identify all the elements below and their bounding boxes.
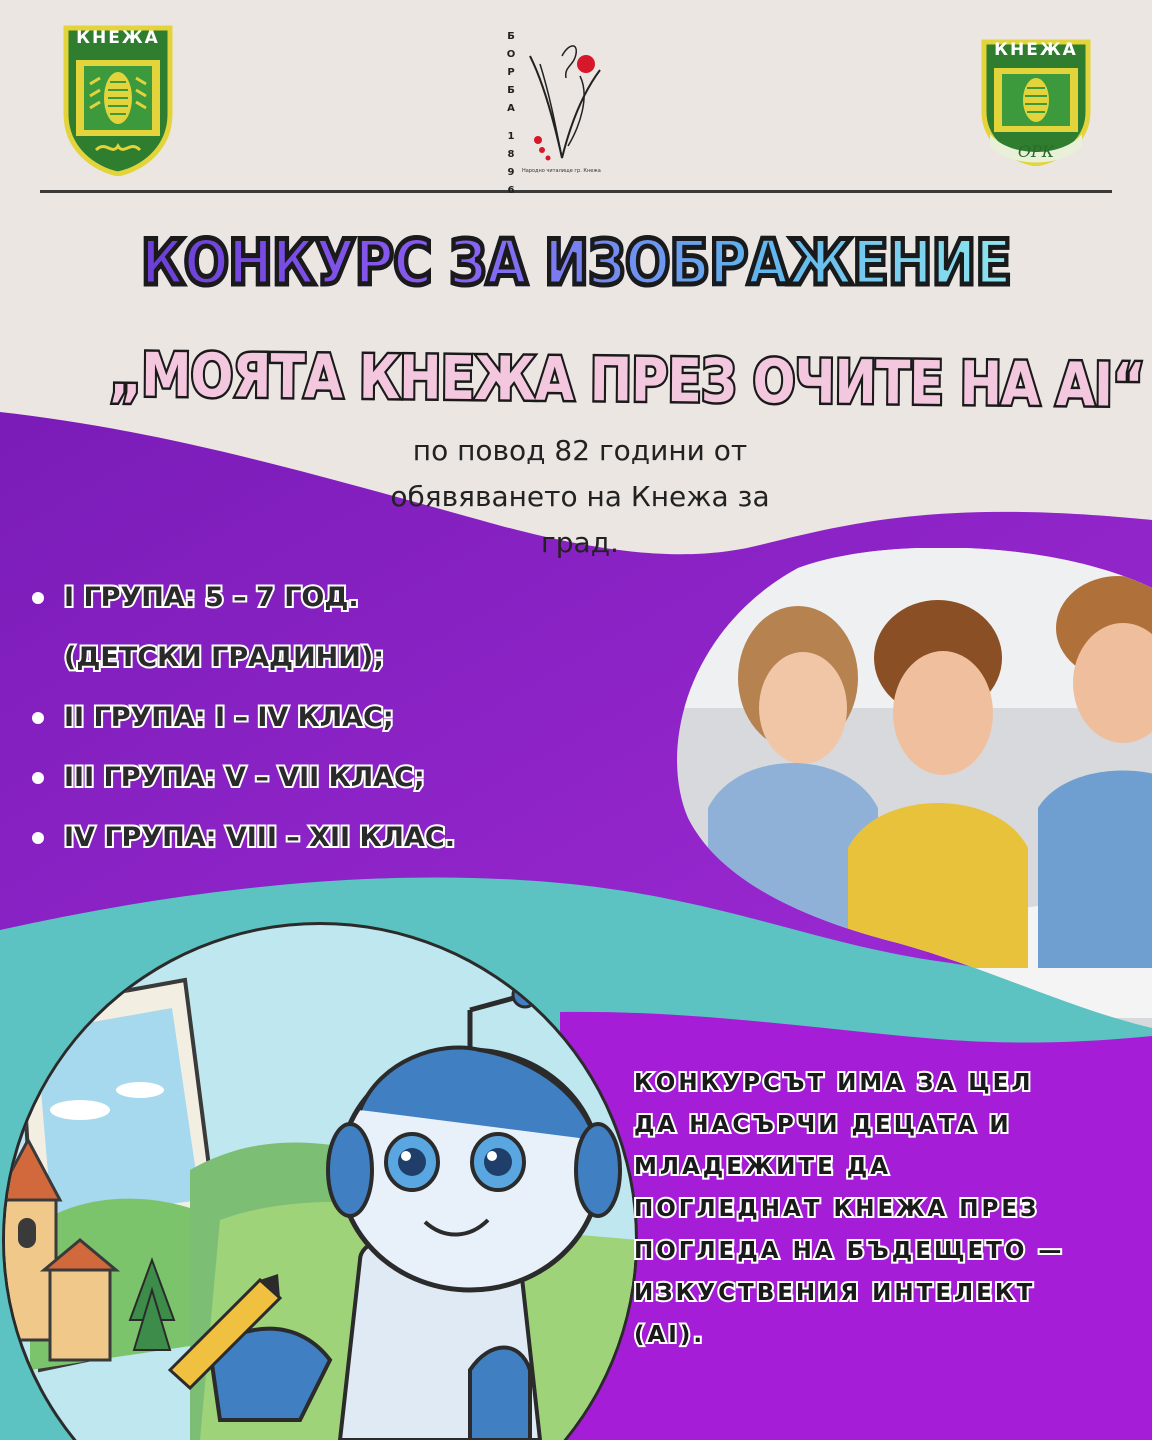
occasion-line: по повод 82 години от	[412, 434, 748, 467]
borba-vertical-text	[504, 28, 518, 200]
title-line-1	[115, 226, 1037, 299]
borba-letter: Б	[507, 31, 515, 42]
group-label: (ДЕТСКИ ГРАДИНИ);	[64, 642, 384, 673]
goal-line: ДА НАСЪРЧИ ДЕЦАТА И	[634, 1112, 1012, 1138]
bullet-icon	[32, 832, 44, 844]
borba-caption: Народно читалище гр. Кнежа	[522, 168, 601, 174]
title-line-2: „МОЯТА КНЕЖА ПРЕЗ ОЧИТЕ НА AI“	[108, 340, 1145, 421]
contest-goal-text	[634, 1062, 1134, 1356]
crest-right-label: КНЕЖА	[994, 40, 1078, 60]
title-line-1-text: КОНКУРС ЗА ИЗОБРАЖЕНИЕ	[141, 226, 1011, 299]
bullet-icon	[32, 592, 44, 604]
group-item	[30, 688, 630, 748]
goal-line: ИЗКУСТВЕНИЯ ИНТЕЛЕКТ	[634, 1280, 1036, 1306]
occasion-text	[320, 428, 840, 566]
group-label: I ГРУПА: 5 – 7 ГОД.	[64, 582, 359, 613]
group-label: II ГРУПА: I – IV КЛАС;	[64, 702, 394, 733]
crest-left-label: КНЕЖА	[76, 28, 160, 48]
year-digit: 6	[507, 185, 515, 196]
year-digit: 8	[507, 149, 515, 160]
group-label: III ГРУПА: V – VII КЛАС;	[64, 762, 425, 793]
borba-emblem-icon	[520, 36, 610, 166]
knezha-crest-left	[62, 24, 174, 176]
group-item	[30, 568, 630, 628]
occasion-line: град.	[541, 526, 619, 559]
children-photo	[648, 548, 1152, 1068]
goal-line: (AI).	[634, 1322, 706, 1348]
goal-line: КОНКУРСЪТ ИМА ЗА ЦЕЛ	[634, 1070, 1034, 1096]
bullet-icon	[32, 772, 44, 784]
borba-letter: Б	[507, 85, 515, 96]
header-divider	[40, 190, 1112, 193]
robot-illustration	[0, 900, 640, 1440]
occasion-line: обявяването на Кнежа за	[390, 480, 770, 513]
year-digit: 9	[507, 167, 515, 178]
goal-line: ПОГЛЕДА НА БЪДЕЩЕТО —	[634, 1238, 1065, 1264]
group-item	[30, 748, 630, 808]
group-item	[30, 808, 630, 868]
knezha-crest-right	[980, 38, 1092, 190]
age-groups-list	[30, 568, 630, 868]
borba-letter: О	[506, 49, 516, 60]
bullet-icon	[32, 712, 44, 724]
goal-line: ПОГЛЕДНАТ КНЕЖА ПРЕЗ	[634, 1196, 1040, 1222]
borba-letter: Р	[507, 67, 515, 78]
group-item-continuation	[30, 628, 630, 688]
group-label: IV ГРУПА: VIII – XII КЛАС.	[64, 822, 455, 853]
year-digit: 1	[507, 131, 515, 142]
borba-letter: А	[507, 103, 515, 114]
goal-line: МЛАДЕЖИТЕ ДА	[634, 1154, 892, 1180]
crest-right-sub: ОРК	[1017, 142, 1055, 161]
